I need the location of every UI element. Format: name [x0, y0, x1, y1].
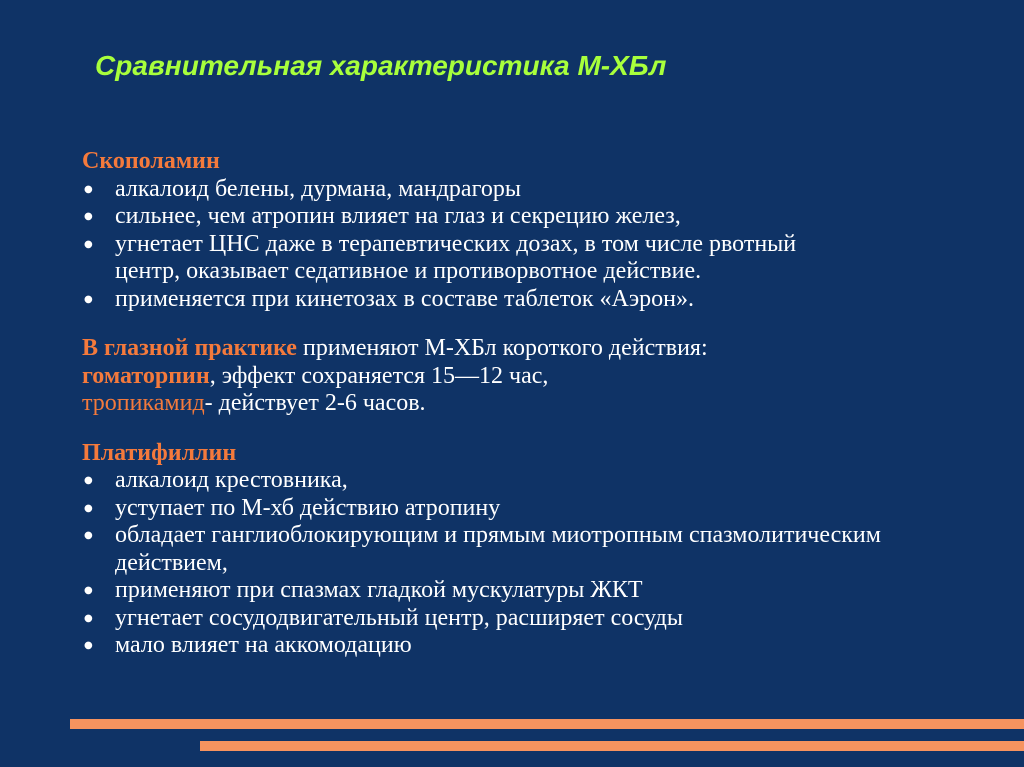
slide-title: Сравнительная характеристика М-ХБл — [95, 50, 667, 81]
list-item: ● применяется при кинетозах в составе таблеток «Аэрон». — [84, 285, 695, 312]
bullet-icon: ● — [84, 612, 93, 624]
homatropine-name: гоматорпин — [82, 362, 210, 389]
list-item: ● уступает по М-хб действию атропину — [84, 494, 501, 521]
scopolamine-list — [82, 176, 982, 314]
bullet-icon: ● — [84, 211, 93, 222]
list-item: ● обладает ганглиоблокирующим и прямым миотропным спазмолитическим действием, — [84, 522, 881, 576]
bullet-icon: ● — [84, 475, 93, 486]
homatropine-text: , эффект сохраняется 15—12 час, — [209, 362, 549, 389]
slide-content — [82, 148, 982, 660]
bullet-icon: ● — [84, 640, 93, 651]
decorative-bar-bottom — [200, 741, 1024, 751]
eye-practice-block — [82, 335, 982, 418]
tropicamide-line — [82, 390, 982, 418]
list-item: ● алкалоид белены, дурмана, мандрагоры — [84, 175, 521, 202]
scopolamine-heading: Скополамин — [82, 148, 220, 174]
platyphylline-list — [82, 467, 982, 660]
bullet-icon: ● — [84, 530, 93, 541]
bullet-icon: ● — [84, 293, 93, 305]
list-item: ● угнетает сосудодвигательный центр, расширяет сосуды — [84, 604, 683, 631]
platyphylline-heading: Платифиллин — [82, 439, 237, 466]
list-item: ● мало влияет на аккомодацию — [84, 632, 412, 658]
list-item: ● применяют при спазмах гладкой мускулатуры ЖКТ — [84, 577, 643, 603]
homatropine-line — [82, 363, 982, 391]
list-item: ● алкалоид крестовника, — [84, 467, 348, 493]
eye-practice-heading: В глазной практике — [82, 335, 297, 361]
list-item: ● сильнее, чем атропин влияет на глаз и секрецию желез, — [84, 203, 681, 229]
bullet-icon: ● — [84, 585, 93, 596]
tropicamide-text: - действует 2-6 часов. — [204, 390, 426, 416]
eye-practice-intro: применяют М-ХБл короткого действия: — [296, 335, 708, 361]
list-item: ● угнетает ЦНС даже в терапевтических дозах, в том числе рвотный центр, оказывает седативное и противорвотное действие. — [84, 230, 797, 284]
decorative-bar-top — [70, 719, 1024, 729]
bullet-icon: ● — [84, 183, 93, 195]
bullet-icon: ● — [84, 238, 93, 250]
bullet-icon: ● — [84, 502, 93, 514]
tropicamide-name: тропикамид — [82, 390, 205, 416]
eye-practice-line — [82, 335, 982, 363]
